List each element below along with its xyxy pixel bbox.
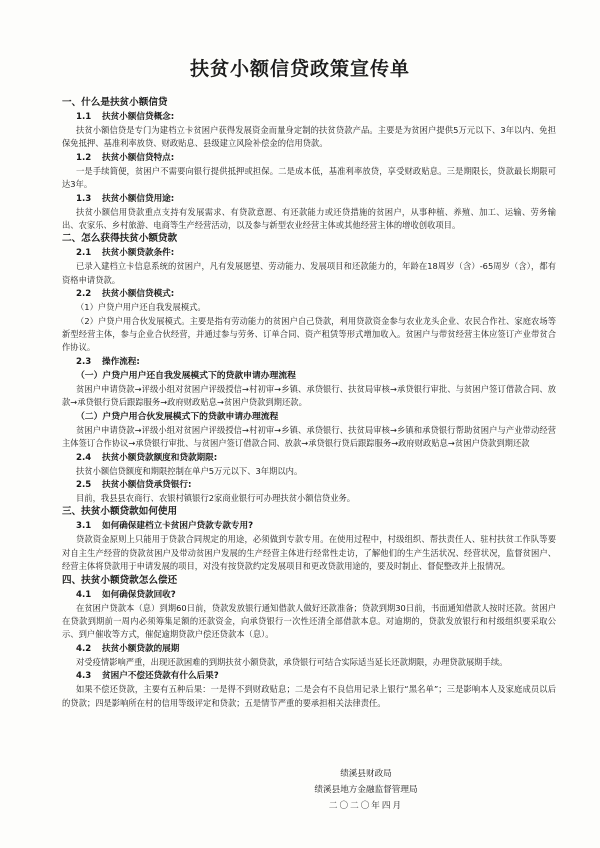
paragraph: 一是手续简便，贫困户不需要向银行提供抵押或担保。二是成本低，基准利率放贷，享受财政贴息。三是期限长，贷款最长期限可达3年。 bbox=[62, 165, 556, 190]
paragraph: 贷款资金原则上只能用于贷款合同规定的用途，必须做到专款专用。在使用过程中，村级组织、帮扶责任人、驻村扶贫工作队等要对自主生产经营的贷款贫困户及带动贫困户发展的生产经营主体进行经常性走访，了解他们的生产生活状况、经营状况，监督贫困户、经营主体将贷款用于申请发展的项目，对没有按贷款约定发展项目和更改贷款用途的，要及时制止、督促整改并上报情况。 bbox=[62, 534, 556, 572]
flow-text: 贫困户申请贷款→评级小组对贫困户评级授信→村初审→乡镇、承贷银行、扶贫局审核→乡镇和承贷银行帮助贫困户与产业带动经营主体签订合作协议→承贷银行审批、与贫困户签订借款合同、放款→承贷银行贷后跟踪服务→政府财政贴息→贫困户贷款到期还款 bbox=[62, 424, 556, 449]
paragraph: 在贫困户贷款本（息）到期60日前，贷款发放银行通知借款人做好还款准备；贷款到期30日前，书面通知借款人按时还款。贫困户在贷款到期前一周内必须筹集足额的还款资金，向承贷银行一次性还清全部借款本息。对逾期的，贷款发放银行和村级组织要采取公示、到户催收等方式，催促逾期贷款户偿还贷款本（息）。 bbox=[62, 602, 556, 640]
paragraph: 如果不偿还贷款，主要有五种后果：一是得不到财政贴息；二是会有不良信用记录上银行“黑名单”；三是影响本人及家庭成员以后的贷款；四是影响所在村的信用等级评定和贷款；五是情节严重的要承担相关法律责任。 bbox=[62, 684, 556, 708]
subsection-heading: 4.3 贫困户不偿还贷款有什么后果? bbox=[76, 671, 219, 682]
subsection-heading: 2.5 扶贫小额信贷承贷银行: bbox=[76, 479, 192, 490]
document-body bbox=[62, 96, 556, 710]
subsection-heading: 4.1 如何确保贷款回收? bbox=[76, 589, 176, 600]
paragraph: 扶贫小额信贷是专门为建档立卡贫困户获得发展资金而量身定制的扶贫贷款产品。主要是为贫困户提供5万元以下、3年以内、免担保免抵押、基准利率放贷、财政贴息、县级建立风险补偿金的信用贷款。 bbox=[62, 125, 556, 149]
issuer-finance-regulator: 绩溪县地方金融监督管理局 bbox=[314, 785, 418, 795]
paragraph: 对受疫情影响严重，出现还款困难的到期扶贫小额贷款，承贷银行可结合实际适当延长还款期限，办理贷款展期手续。 bbox=[76, 656, 508, 667]
issuer-finance-bureau: 绩溪县财政局 bbox=[340, 769, 392, 779]
subsection-heading: 2.3 操作流程: bbox=[76, 356, 140, 367]
subsection-heading: 4.2 扶贫小额贷款的展期 bbox=[76, 643, 180, 654]
subsection-heading: 2.1 扶贫小额贷款条件: bbox=[76, 248, 175, 259]
flow-text: 贫困户申请贷款→评级小组对贫困户评级授信→村初审→乡镇、承贷银行、扶贫局审核→承贷银行审批、与贫困户签订借款合同、放款→承贷银行贷后跟踪服务→政府财政贴息→贫困户贷款到期还款。 bbox=[62, 383, 556, 408]
subsection-heading: 1.2 扶贫小额信贷特点: bbox=[76, 152, 175, 163]
paragraph: 扶贫小额信用贷款重点支持有发展需求、有贷款意愿、有还款能力或还贷措施的贫困户，从事种植、养殖、加工、运输、劳务输出、农家乐、乡村旅游、电商等生产经营活动，以及参与新型农业经营主体或其他经营主体的增收创收项目。 bbox=[62, 206, 556, 231]
subsection-heading: 3.1 如何确保建档立卡贫困户贷款专款专用? bbox=[76, 521, 254, 532]
section-heading-1: 一、什么是扶贫小额信贷 bbox=[62, 97, 168, 108]
subsection-heading: 1.1 扶贫小额信贷概念: bbox=[76, 112, 175, 122]
list-item: （1）户贷户用户还自我发展模式。 bbox=[76, 302, 206, 313]
subsection-heading: 1.3 扶贫小额信贷用途: bbox=[76, 193, 175, 204]
paragraph: 扶贫小额信贷额度和期限控制在单户5万元以下、3年期以内。 bbox=[76, 465, 303, 476]
section-heading-3: 三、扶贫小额贷款如何使用 bbox=[62, 506, 178, 518]
section-heading-4: 四、扶贫小额贷款怎么偿还 bbox=[62, 574, 178, 586]
document-title: 扶贫小额信贷政策宣传单 bbox=[189, 58, 410, 80]
list-item: （2）户贷户用合伙发展模式。主要是指有劳动能力的贫困户自己贷款，利用贷款资金参与农业龙头企业、农民合作社、家庭农场等新型经营主体，参与企业合伙经营，并通过参与劳务、订单合同、资产租赁等形式增加收入。贫困户与带贫经营主体应签订产业带贫合作协议。 bbox=[62, 315, 556, 353]
paragraph: 已录入建档立卡信息系统的贫困户，凡有发展愿望、劳动能力、发展项目和还款能力的，年龄在18周岁（含）-65周岁（含），都有资格申请贷款。 bbox=[62, 261, 556, 285]
flow-heading: （二）户贷户用合伙发展模式下的贷款申请办理流程 bbox=[76, 411, 279, 422]
paragraph: 目前，我县县农商行、农银村镇银行2家商业银行可办理扶贫小额信贷业务。 bbox=[76, 492, 356, 503]
flow-heading: （一）户贷户用户还自我发展模式下的贷款申请办理流程 bbox=[76, 370, 296, 381]
subsection-heading: 2.4 扶贫小额贷款额度和贷款期限: bbox=[76, 452, 218, 463]
signature-block bbox=[266, 766, 466, 814]
subsection-heading: 2.2 扶贫小额信贷模式: bbox=[76, 289, 175, 300]
issue-date: 二〇二〇年四月 bbox=[328, 801, 404, 811]
section-heading-2: 二、怎么获得扶贫小额贷款 bbox=[62, 233, 178, 245]
